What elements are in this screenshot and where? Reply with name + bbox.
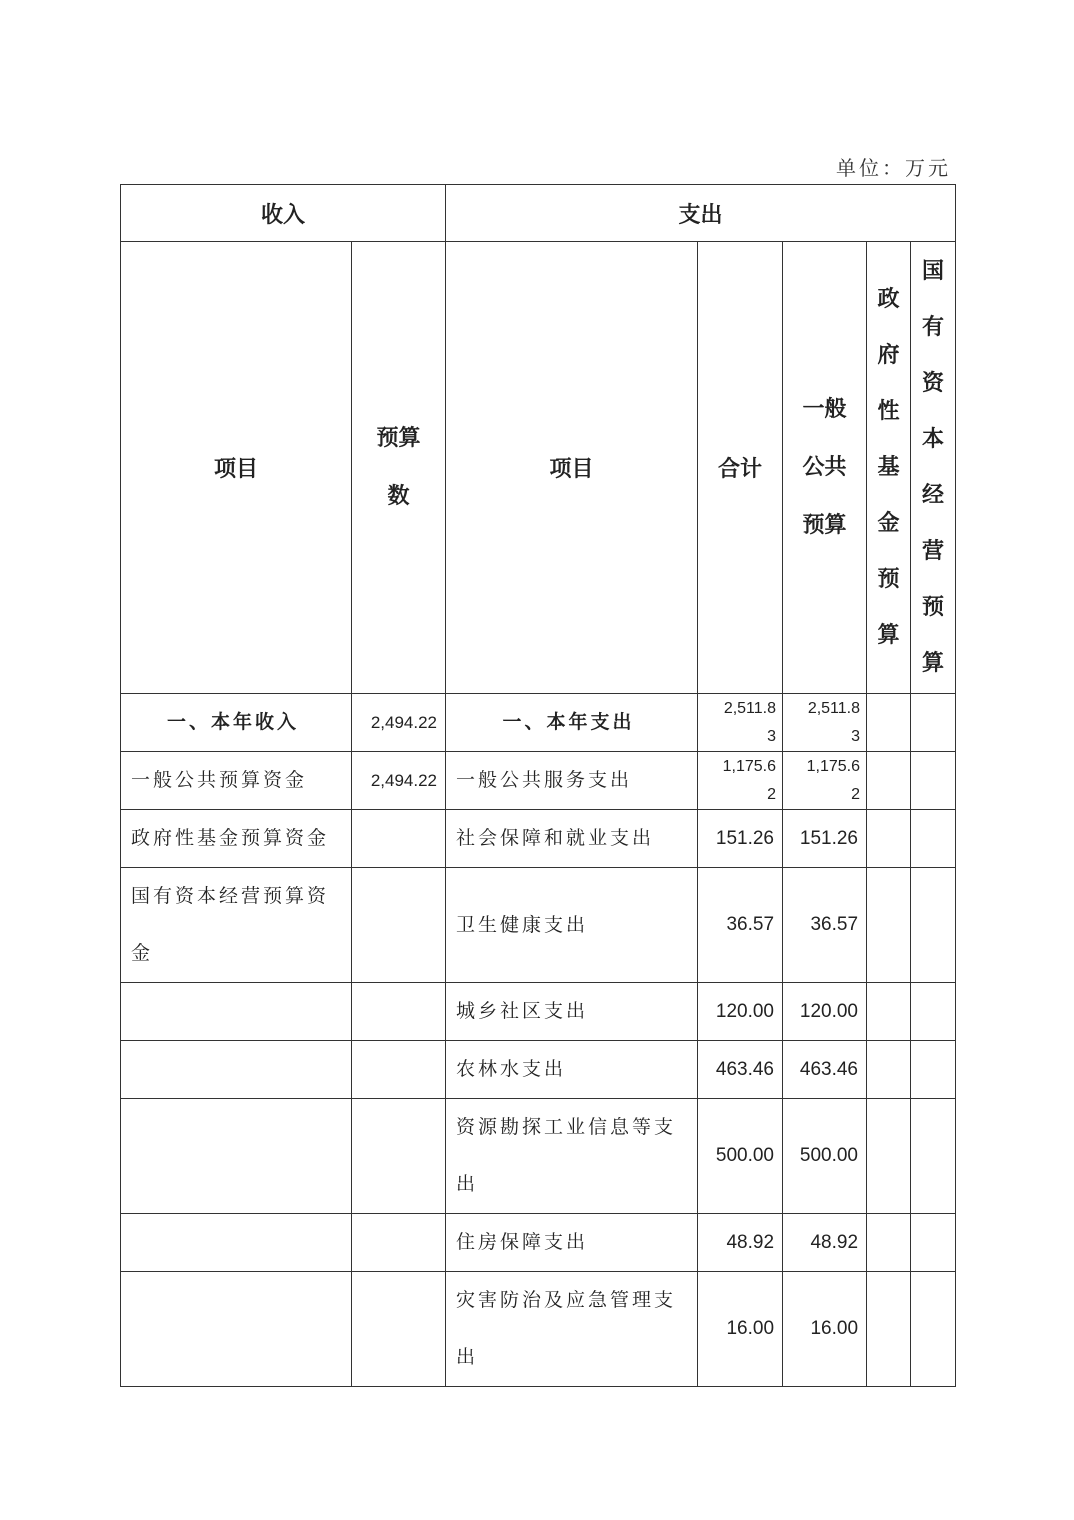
general-cell: 48.92	[783, 1214, 867, 1272]
general-budget-header-text: 一般公共预算	[802, 396, 847, 538]
state-capital-cell	[911, 868, 956, 983]
expense-item-cell: 资源勘探工业信息等支出	[446, 1099, 698, 1214]
income-item-header: 项目	[121, 242, 352, 694]
table-row	[121, 1041, 956, 1099]
expense-item-cell: 住房保障支出	[446, 1214, 698, 1272]
total-cell: 120.00	[698, 983, 783, 1041]
gov-fund-cell	[867, 868, 911, 983]
income-item-cell: 一、本年收入	[121, 694, 352, 752]
total-cell	[698, 694, 783, 752]
expense-item-cell: 卫生健康支出	[446, 868, 698, 983]
table-row	[121, 752, 956, 810]
state-capital-cell	[911, 752, 956, 810]
table-row	[121, 983, 956, 1041]
gov-fund-cell	[867, 694, 911, 752]
income-group-header: 收入	[121, 185, 446, 242]
gov-fund-budget-header-text: 政府性基金预算	[877, 286, 900, 648]
table-row	[121, 1272, 956, 1387]
income-budget-header	[352, 242, 446, 694]
total-cell	[698, 752, 783, 810]
income-amount-cell: 2,494.22	[352, 694, 446, 752]
general-cell: 500.00	[783, 1099, 867, 1214]
gov-fund-cell	[867, 1214, 911, 1272]
general-cell	[783, 752, 867, 810]
column-header-row	[121, 242, 956, 694]
expense-item-cell: 灾害防治及应急管理支出	[446, 1272, 698, 1387]
table-row	[121, 694, 956, 752]
income-item-cell	[121, 1099, 352, 1214]
income-item-cell	[121, 1272, 352, 1387]
total-cell: 500.00	[698, 1099, 783, 1214]
income-item-cell	[121, 983, 352, 1041]
income-item-cell	[121, 1041, 352, 1099]
table-row	[121, 810, 956, 868]
state-capital-cell	[911, 983, 956, 1041]
expense-item-cell: 一、本年支出	[446, 694, 698, 752]
total-cell: 36.57	[698, 868, 783, 983]
total-cell: 151.26	[698, 810, 783, 868]
gov-fund-cell	[867, 1272, 911, 1387]
income-amount-cell	[352, 1272, 446, 1387]
income-budget-header-text: 预算数	[376, 425, 421, 509]
total-cell: 463.46	[698, 1041, 783, 1099]
state-capital-budget-header	[911, 242, 956, 694]
gov-fund-cell	[867, 1041, 911, 1099]
general-cell: 16.00	[783, 1272, 867, 1387]
income-amount-cell	[352, 1099, 446, 1214]
income-amount-cell	[352, 868, 446, 983]
total-value: 1,175.62	[722, 757, 777, 803]
expense-item-header: 项目	[446, 242, 698, 694]
gov-fund-cell	[867, 983, 911, 1041]
income-amount-cell	[352, 1041, 446, 1099]
income-item-cell	[121, 1214, 352, 1272]
income-amount-cell	[352, 1214, 446, 1272]
income-amount-cell	[352, 983, 446, 1041]
state-capital-cell	[911, 1041, 956, 1099]
expense-item-cell: 一般公共服务支出	[446, 752, 698, 810]
general-cell	[783, 694, 867, 752]
general-cell: 120.00	[783, 983, 867, 1041]
income-amount-cell	[352, 810, 446, 868]
general-value: 1,175.62	[806, 757, 861, 803]
table-row	[121, 1214, 956, 1272]
income-item-cell: 国有资本经营预算资金	[121, 868, 352, 983]
table-row	[121, 868, 956, 983]
general-budget-header	[783, 242, 867, 694]
total-cell: 48.92	[698, 1214, 783, 1272]
state-capital-cell	[911, 694, 956, 752]
income-amount-cell: 2,494.22	[352, 752, 446, 810]
total-value: 2,511.83	[723, 699, 777, 745]
general-cell: 36.57	[783, 868, 867, 983]
general-cell: 463.46	[783, 1041, 867, 1099]
expense-item-cell: 城乡社区支出	[446, 983, 698, 1041]
expense-group-header: 支出	[446, 185, 956, 242]
state-capital-cell	[911, 1099, 956, 1214]
budget-table	[120, 184, 956, 1387]
gov-fund-budget-header	[867, 242, 911, 694]
expense-item-cell: 农林水支出	[446, 1041, 698, 1099]
general-value: 2,511.83	[807, 699, 861, 745]
total-header: 合计	[698, 242, 783, 694]
gov-fund-cell	[867, 810, 911, 868]
gov-fund-cell	[867, 1099, 911, 1214]
income-item-cell: 一般公共预算资金	[121, 752, 352, 810]
gov-fund-cell	[867, 752, 911, 810]
unit-label: 单位：万元	[836, 156, 951, 180]
table-row	[121, 1099, 956, 1214]
state-capital-cell	[911, 1214, 956, 1272]
expense-item-cell: 社会保障和就业支出	[446, 810, 698, 868]
group-header-row	[121, 185, 956, 242]
state-capital-cell	[911, 1272, 956, 1387]
total-cell: 16.00	[698, 1272, 783, 1387]
general-cell: 151.26	[783, 810, 867, 868]
income-item-cell: 政府性基金预算资金	[121, 810, 352, 868]
state-capital-budget-header-text: 国有资本经营预算	[922, 258, 945, 676]
state-capital-cell	[911, 810, 956, 868]
